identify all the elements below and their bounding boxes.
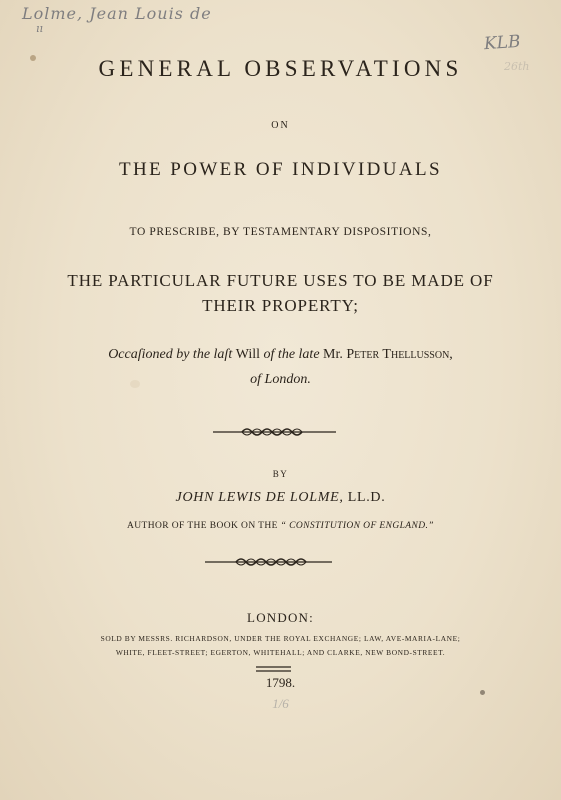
- ornament-rule: [0, 425, 561, 439]
- title-on: ON: [271, 120, 290, 131]
- occasion-mr: Mr.: [323, 347, 347, 362]
- imprint-place: LONDON:: [247, 610, 314, 625]
- title-prescribe: TO PRESCRIBE, BY TESTAMENTARY DISPOSITIONS,: [129, 226, 432, 238]
- occasion-name: Peter Thellusson,: [346, 347, 453, 362]
- author-desc-plain: AUTHOR OF THE BOOK ON THE: [127, 521, 281, 531]
- author-description: [0, 521, 561, 531]
- ornament-rule: [0, 555, 561, 569]
- handwritten-inscription: Lolme, Jean Louis de: [22, 4, 212, 23]
- title-uses-line2: THEIR PROPERTY;: [202, 296, 359, 315]
- title-uses-line1: THE PARTICULAR FUTURE USES TO BE MADE OF: [67, 271, 494, 290]
- by-label: BY: [272, 469, 289, 479]
- occasion-line1: [0, 347, 561, 363]
- handwritten-code: KLB: [483, 31, 522, 55]
- author-desc-italic: “ CONSTITUTION OF ENGLAND.”: [280, 521, 434, 531]
- faint-handwritten-note: 26th: [504, 60, 530, 73]
- title-power: THE POWER OF INDIVIDUALS: [118, 159, 443, 180]
- pencil-note: 1/6: [272, 696, 289, 711]
- imprint-year: 1798.: [265, 675, 296, 690]
- author-degree: LL.D.: [343, 490, 386, 505]
- imprint-sellers-line2: WHITE, FLEET-STREET; EGERTON, WHITEHALL; AND CLARKE, NEW BOND-STREET.: [115, 648, 446, 657]
- author-name-italic: JOHN LEWIS DE LOLME,: [175, 490, 344, 505]
- title-main: GENERAL OBSERVATIONS: [98, 56, 463, 81]
- occasion-italic-1: Occaſioned by the laſt: [108, 347, 236, 362]
- occasion-will: Will: [235, 347, 264, 362]
- handwritten-mark: ıı: [36, 22, 44, 35]
- occasion-line2: of London.: [250, 372, 311, 387]
- imprint-sellers-line1: SOLD BY MESSRS. RICHARDSON, UNDER THE ROYAL EXCHANGE; LAW, AVE-MARIA-LANE;: [100, 634, 461, 643]
- author-name: [0, 490, 561, 506]
- occasion-italic-2: of the late: [263, 347, 324, 362]
